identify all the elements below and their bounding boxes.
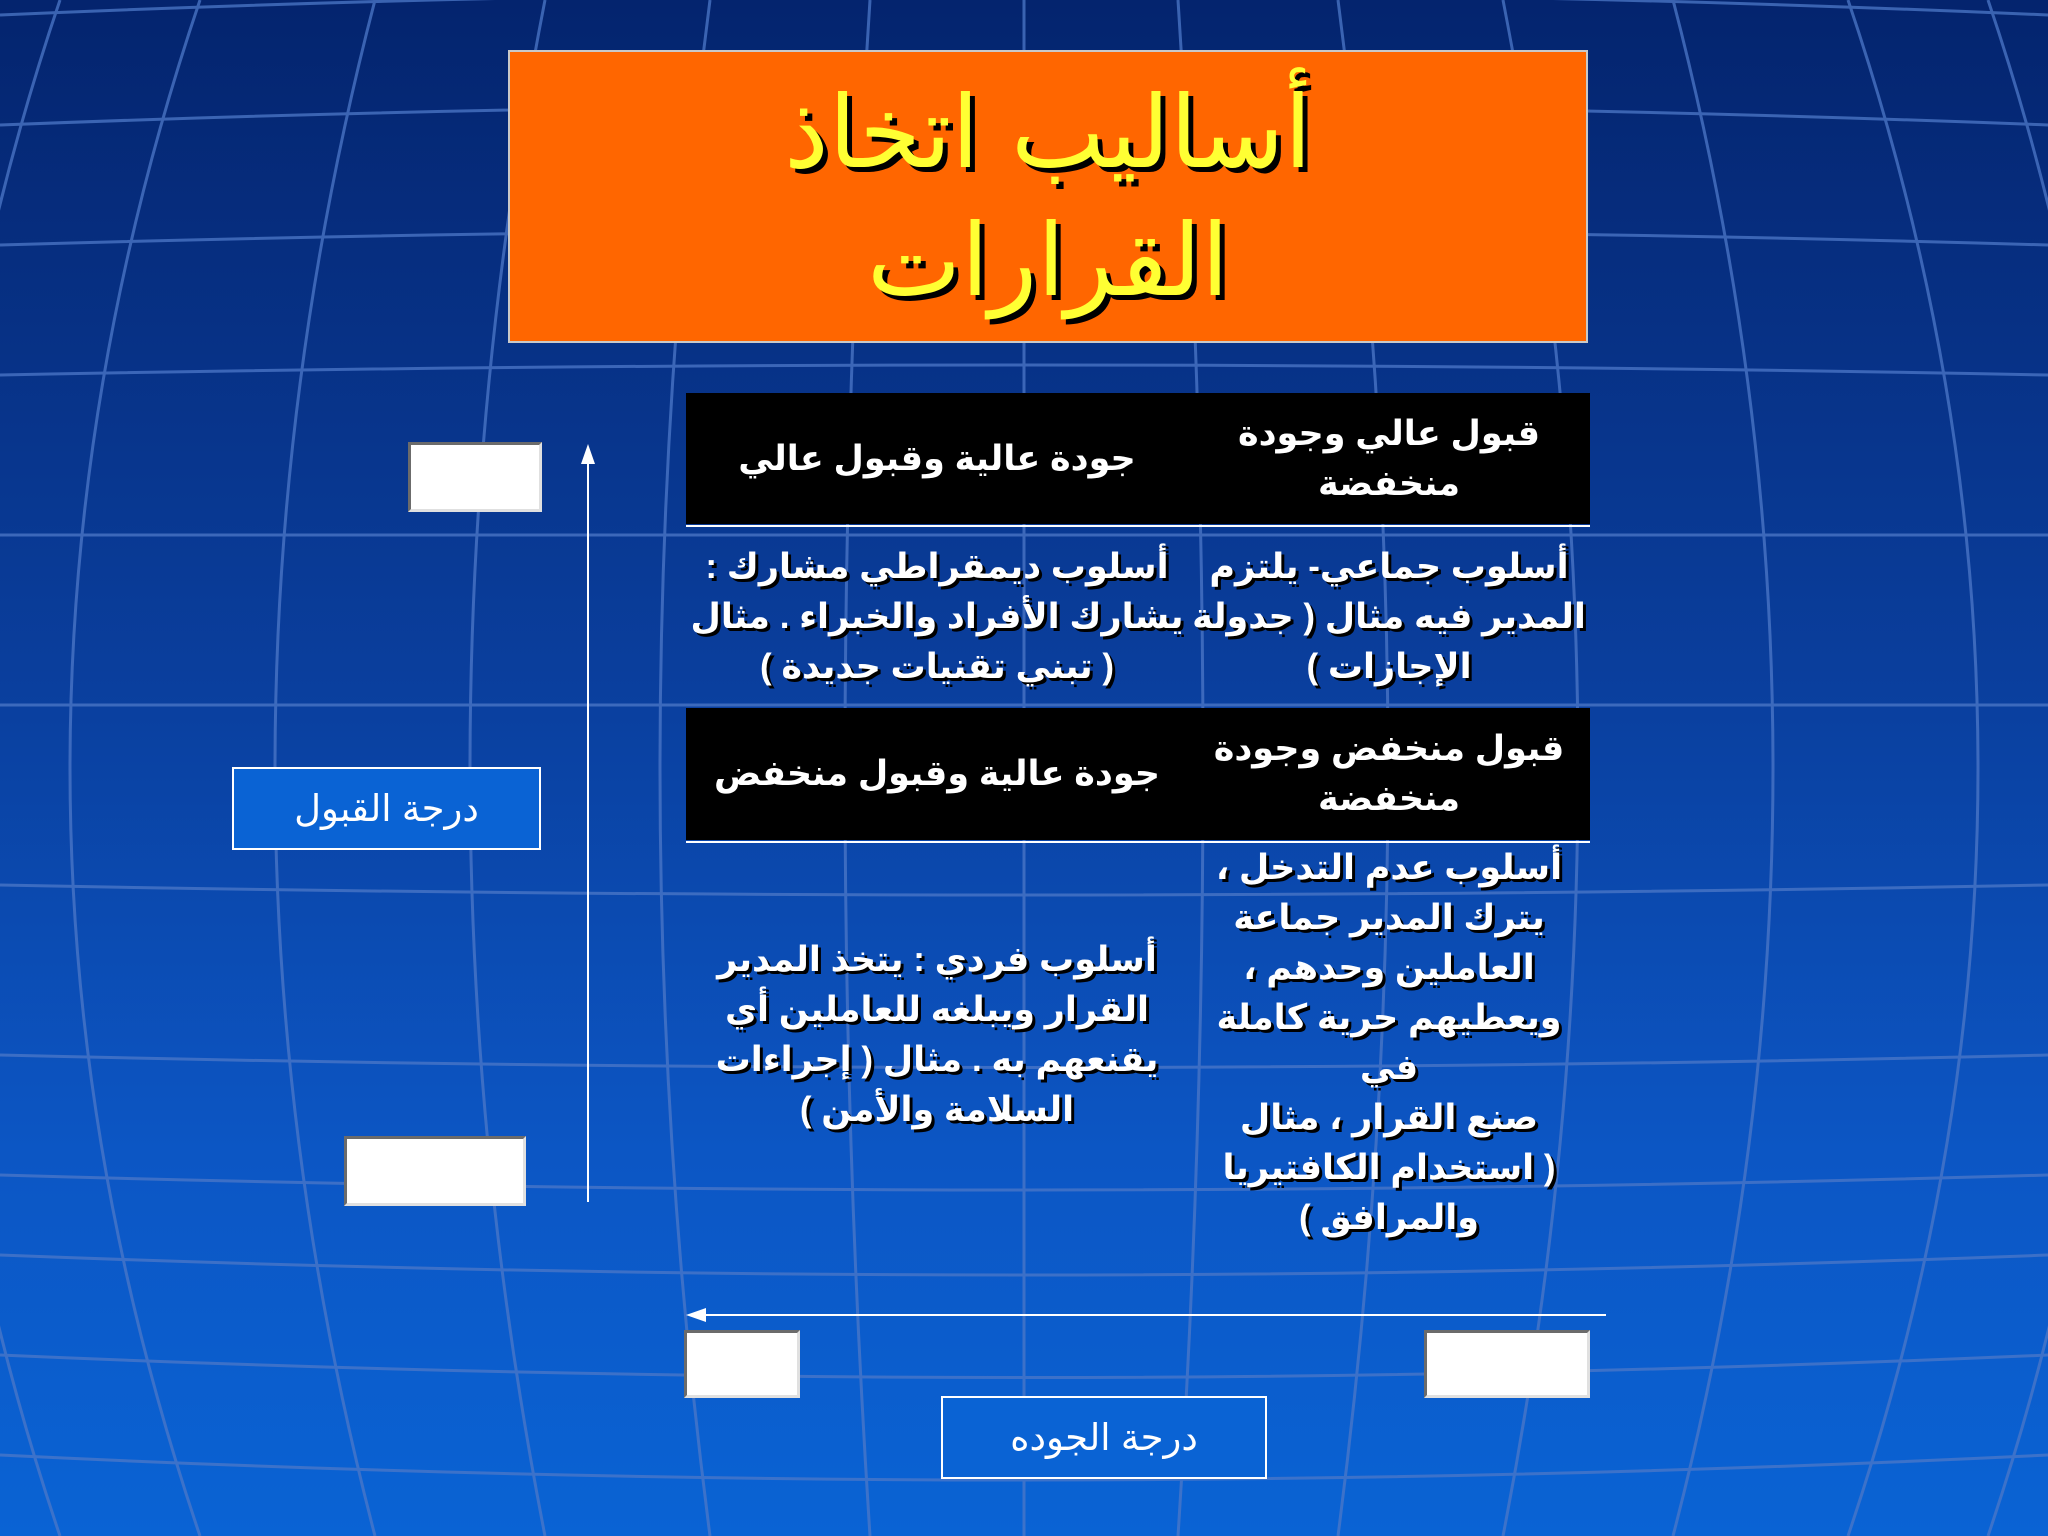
- top-right-header-line-2: منخفضة: [1317, 463, 1461, 503]
- horizontal-axis-label-text: درجة الجوده: [1010, 1417, 1198, 1458]
- bottom-left-body-line-2: القرار ويبلغه للعاملين أي: [724, 990, 1150, 1029]
- vertical-axis-label-text: درجة القبول: [294, 788, 479, 829]
- bottom-right-body-line-6: ( استخدام الكافتيريا: [1222, 1148, 1556, 1187]
- bottom-left-body-line-1: أسلوب فردي : يتخذ المدير: [717, 940, 1157, 979]
- top-left-body-line-2: يشارك الأفراد والخبراء . مثال: [690, 597, 1184, 636]
- bottom-right-body-line-2: يترك المدير جماعة: [1233, 898, 1545, 937]
- horizontal-axis-label: [941, 1396, 1267, 1479]
- top-right-body-line-2: المدير فيه مثال ( جدولة: [1192, 597, 1586, 636]
- vertical-axis-bottom-box: [344, 1136, 526, 1206]
- bottom-right-header-line-1: قبول منخفض وجودة: [1213, 729, 1565, 768]
- horizontal-axis-arrowhead: [686, 1308, 706, 1322]
- bottom-left-header-text: جودة عالية وقبول منخفض: [713, 754, 1161, 793]
- title-line-2: القرارات: [866, 201, 1229, 319]
- bottom-right-body-line-5: صنع القرار ، مثال: [1239, 1098, 1539, 1137]
- vertical-axis-arrowhead: [581, 444, 595, 464]
- top-left-body-line-3: ( تبني تقنيات جديدة ): [759, 647, 1115, 686]
- title-line-1: أساليب اتخاذ: [784, 73, 1312, 191]
- bottom-right-body-line-3: العاملين وحدهم ،: [1243, 948, 1535, 987]
- vertical-axis-top-box: [408, 442, 542, 512]
- vertical-axis-label: [232, 767, 541, 850]
- horizontal-axis-left-box: [684, 1330, 800, 1398]
- top-right-body-line-1: أسلوب جماعي- يلتزم: [1209, 547, 1569, 586]
- bottom-right-body-line-7: والمرافق ): [1299, 1198, 1479, 1237]
- bottom-left-body-line-4: السلامة والأمن ): [799, 1090, 1075, 1129]
- top-left-body-line-1: أسلوب ديمقراطي مشارك :: [705, 547, 1169, 586]
- top-right-header-line-1: قبول عالي وجودة: [1237, 413, 1541, 453]
- bottom-right-body-line-4: ويعطيهم حرية كاملة في: [1216, 998, 1562, 1087]
- bottom-left-body-line-3: يقنعهم به . مثال ( إجراءات: [715, 1040, 1159, 1079]
- horizontal-axis-right-box: [1424, 1330, 1590, 1398]
- bottom-right-body-line-1: أسلوب عدم التدخل ،: [1215, 848, 1563, 887]
- top-right-body-line-3: الإجازات ): [1306, 647, 1472, 686]
- top-left-header-text: جودة عالية وقبول عالي: [738, 438, 1136, 478]
- bottom-right-header-line-2: منخفضة: [1317, 779, 1461, 818]
